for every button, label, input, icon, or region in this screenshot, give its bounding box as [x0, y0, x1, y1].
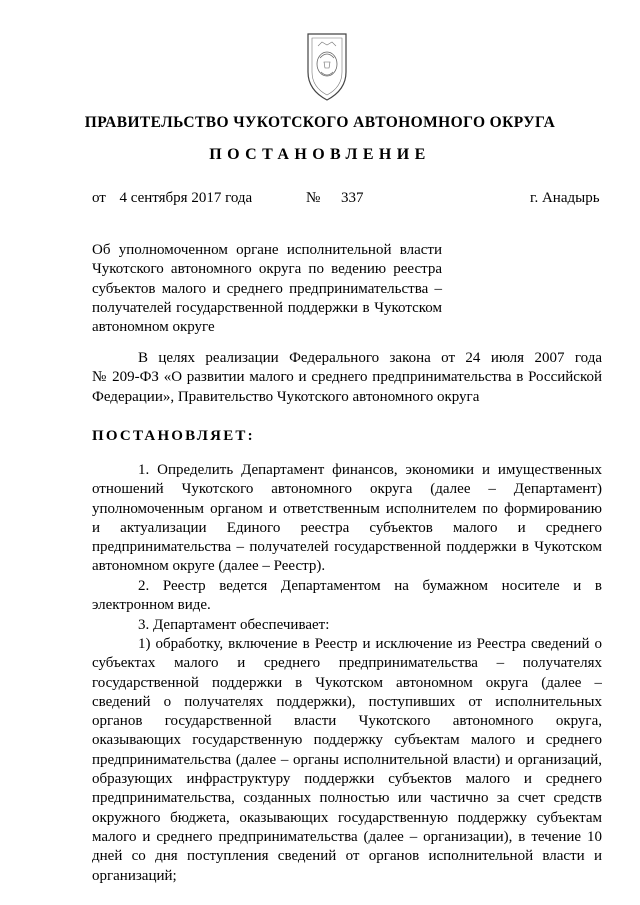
- item-3-1: [92, 635, 602, 886]
- item-1-line: предпринимательства – получателей государственной поддержки в Чукотском: [92, 539, 602, 556]
- item-2: [92, 577, 602, 616]
- number-label: №: [306, 190, 321, 206]
- document-type-title: ПОСТАНОВЛЕНИЕ: [209, 146, 431, 163]
- resolves-heading: ПОСТАНОВЛЯЕТ:: [92, 428, 255, 444]
- subject-line: автономном округе: [92, 319, 215, 336]
- item-3: [92, 616, 602, 635]
- item-1-line: и актуализации Единого реестра субъектов малого и среднего: [92, 519, 602, 536]
- preamble-line: В целях реализации Федерального закона от 24 июля 2007 года: [138, 350, 602, 366]
- document-subject: [92, 241, 442, 337]
- date-prefix: от: [92, 190, 106, 206]
- item-3-1-line: субъектах малого и среднего предпринимательства – получателях: [92, 655, 602, 672]
- item-1: [92, 461, 602, 577]
- preamble: [92, 349, 602, 407]
- subject-line: Об уполномоченном органе исполнительной власти: [92, 242, 442, 258]
- item-2-line: 2. Реестр ведется Департаментом на бумажном носителе и в: [138, 578, 602, 594]
- item-3-1-line: оказывающих государственную поддержку субъектам малого и среднего: [92, 732, 602, 749]
- document-date: 4 сентября 2017 года: [119, 190, 253, 206]
- subject-line: субъектов малого и среднего предпринимательства –: [92, 280, 442, 297]
- city: г. Анадырь: [530, 190, 600, 206]
- document-number: 337: [341, 190, 364, 206]
- item-3-1-line: окружного бюджета, оказывающих государственную поддержку субъектам: [92, 809, 602, 826]
- item-3-1-line: малого и среднего предпринимательства (далее – организации), в течение 10: [92, 828, 602, 845]
- item-1-line: отношений Чукотского автономного округа (далее – Департамент): [92, 481, 602, 498]
- item-3-1-line: 1) обработку, включение в Реестр и исключение из Реестра сведений о: [138, 636, 602, 652]
- coat-of-arms-emblem-icon: [300, 28, 354, 104]
- item-3-1-line: образующих инфраструктуру поддержки субъектов малого и среднего: [92, 771, 602, 788]
- item-3-1-line: предпринимательства (далее – органы исполнительной власти) и организаций,: [92, 751, 602, 768]
- item-3-1-line: сведений о получателях поддержки), поступивших от исполнительных: [92, 693, 602, 710]
- item-2-line: электронном виде.: [92, 597, 211, 614]
- preamble-line: № 209-ФЗ «О развитии малого и среднего предпринимательства в Российской: [92, 369, 602, 386]
- item-3-1-line: предпринимательства, созданных полностью или частично за счет средств: [92, 790, 602, 807]
- item-3-1-line: дней со дня поступления сведений от органов исполнительной власти и: [92, 848, 602, 865]
- item-1-line: 1. Определить Департамент финансов, экономики и имущественных: [138, 462, 602, 478]
- government-title: ПРАВИТЕЛЬСТВО ЧУКОТСКОГО АВТОНОМНОГО ОКРУГА: [84, 114, 556, 131]
- item-3-line: 3. Департамент обеспечивает:: [138, 617, 330, 633]
- item-1-line: автономном округе (далее – Реестр).: [92, 558, 326, 575]
- subject-line: Чукотского автономного округа по ведению реестра: [92, 261, 442, 278]
- item-3-1-line: государственной поддержки в Чукотском автономном округа (далее –: [92, 674, 602, 691]
- item-1-line: уполномоченным органом и ответственным исполнителем по формированию: [92, 500, 602, 517]
- item-3-1-line: органов государственной власти Чукотского автономного округа,: [92, 713, 602, 730]
- preamble-line: Федерации», Правительство Чукотского автономного округа: [92, 388, 480, 405]
- subject-line: получателей государственной поддержки в Чукотском: [92, 299, 442, 316]
- item-3-1-line: организаций;: [92, 867, 177, 884]
